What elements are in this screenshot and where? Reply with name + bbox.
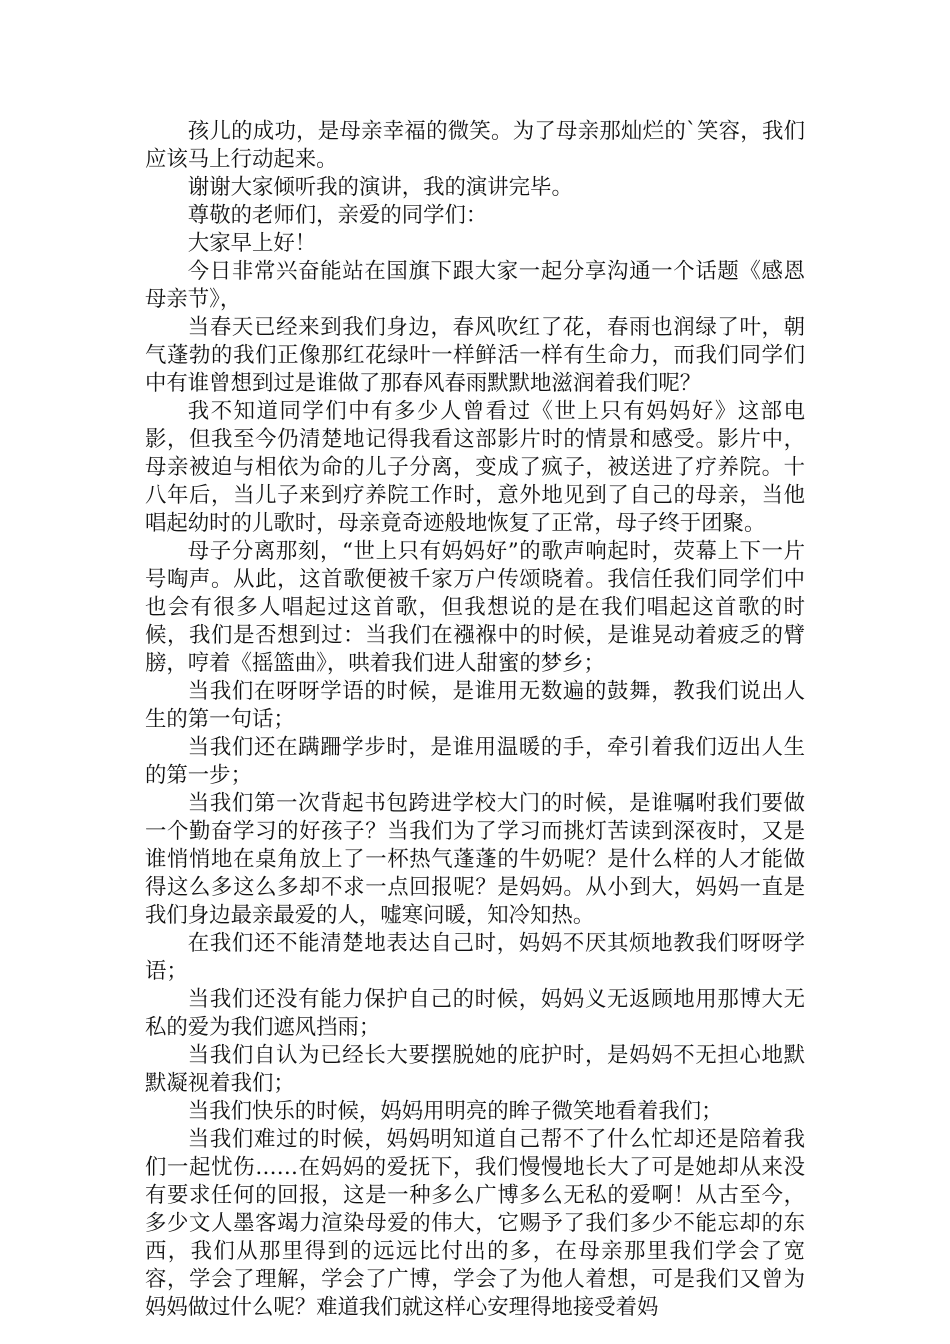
- paragraph: 尊敬的老师们，亲爱的同学们：: [187, 203, 488, 228]
- paragraph: 母子分离那刻，“世上只有妈妈好”的歌声响起时，荧幕上下一片号啕声。从此，这首歌便被千家万户传颂晓着。我信任我们同学们中也会有很多人唱起过这首歌，但我想说的是在我们唱起这首歌的时候，我们是否想到过：当我们在襁褓中的时候，是谁晃动着疲乏的臂膀，哼着《摇篮曲》，哄着我们进人甜蜜的梦乡；: [145, 539, 805, 676]
- paragraph: 孩儿的成功，是母亲幸福的微笑。为了母亲那灿烂的`笑容，我们应该马上行动起来。: [145, 119, 805, 172]
- paragraph: 当我们在呀呀学语的时候，是谁用无数遍的鼓舞，教我们说出人生的第一句话；: [145, 679, 805, 732]
- paragraph: 当春天已经来到我们身边，春风吹红了花，春雨也润绿了叶，朝气蓬勃的我们正像那红花绿叶一样鲜活一样有生命力，而我们同学们中有谁曾想到过是谁做了那春风春雨默默地滋润着我们呢？: [145, 315, 805, 396]
- paragraph: 当我们还没有能力保护自己的时候，妈妈义无返顾地用那博大无私的爱为我们遮风挡雨；: [145, 987, 805, 1040]
- paragraph: 当我们第一次背起书包跨进学校大门的时候，是谁嘱咐我们要做一个勤奋学习的好孩子？当我们为了学习而挑灯苦读到深夜时，又是谁悄悄地在桌角放上了一杯热气蓬蓬的牛奶呢？是什么样的人才能做得这么多这么多却不求一点回报呢？是妈妈。从小到大，妈妈一直是我们身边最亲最爱的人，嘘寒问暖，知冷知热。: [145, 791, 805, 928]
- paragraph: 当我们还在蹒跚学步时，是谁用温暖的手，牵引着我们迈出人生的第一步；: [145, 735, 805, 788]
- paragraph: 谢谢大家倾听我的演讲，我的演讲完毕。: [187, 175, 573, 200]
- paragraph: 当我们自认为已经长大要摆脱她的庇护时，是妈妈不无担心地默默凝视着我们；: [145, 1043, 805, 1096]
- paragraph: 今日非常兴奋能站在国旗下跟大家一起分享沟通一个话题《感恩母亲节》，: [145, 259, 805, 312]
- paragraph: 当我们难过的时候，妈妈明知道自己帮不了什么忙却还是陪着我们一起忧伤……在妈妈的爱抚下，我们慢慢地长大了可是她却从来没有要求任何的回报，这是一种多么广博多么无私的爱啊！从古至今，多少文人墨客竭力渲染母爱的伟大，它赐予了我们多少不能忘却的东西，我们从那里得到的远远比付出的多，在母亲那里我们学会了宽容，学会了理解，学会了广博，学会了为他人着想，可是我们又曾为妈妈做过什么呢？难道我们就这样心安理得地接受着妈: [145, 1127, 805, 1320]
- speech-text: [145, 118, 805, 1322]
- paragraph: 我不知道同学们中有多少人曾看过《世上只有妈妈好》这部电影，但我至今仍清楚地记得我看这部影片时的情景和感受。影片中，母亲被迫与相依为命的儿子分离，变成了疯子，被送进了疗养院。十八年后，当儿子来到疗养院工作时，意外地见到了自己的母亲，当他唱起幼时的儿歌时，母亲竟奇迹般地恢复了正常，母子终于团聚。: [145, 399, 805, 536]
- paragraph: 在我们还不能清楚地表达自己时，妈妈不厌其烦地教我们呀呀学语；: [145, 931, 805, 984]
- paragraph: 大家早上好！: [187, 231, 317, 256]
- paragraph: 当我们快乐的时候，妈妈用明亮的眸子微笑地看着我们；: [187, 1099, 723, 1124]
